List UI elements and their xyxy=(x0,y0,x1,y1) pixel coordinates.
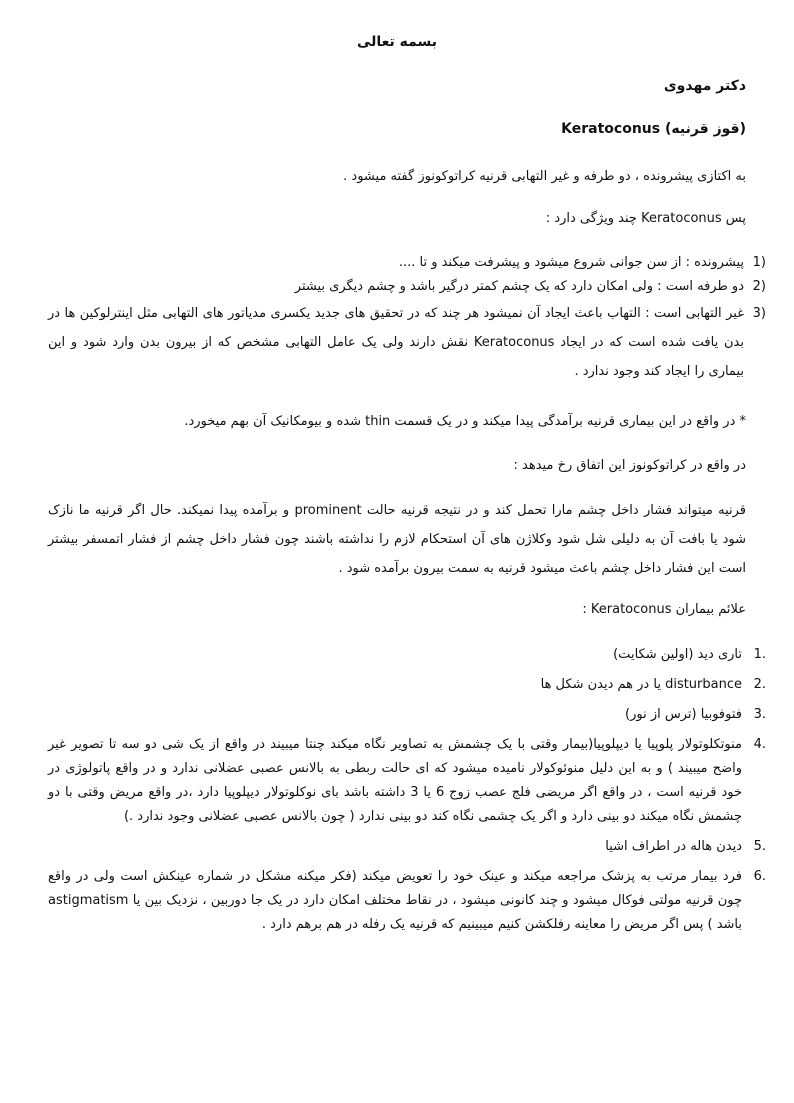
symptom-text: فتوفوبیا (ترس از نور) xyxy=(625,707,742,722)
symptom-text: دیدن هاله در اطراف اشیا xyxy=(605,839,742,854)
symptom-item xyxy=(48,733,766,829)
topic-heading: Keratoconus (قوز قرنیه) xyxy=(561,121,746,137)
page-header-title: بسمه تعالی xyxy=(356,34,438,50)
feature-text: پیشرونده : از سن جوانی شروع میشود و پیشرفت میکند و تا .... xyxy=(398,255,744,270)
symptom-item xyxy=(48,865,766,937)
symptom-number: 2. xyxy=(753,677,766,692)
symptoms-lead: علائم بیماران Keratoconus : xyxy=(582,602,746,617)
feature-item xyxy=(48,251,766,275)
symptom-item xyxy=(48,703,766,727)
symptom-text: disturbance یا در هم دیدن شکل ها xyxy=(540,677,742,692)
symptom-item xyxy=(48,643,766,667)
feature-number: 1) xyxy=(752,255,766,270)
happens-lead: در واقع در کراتوکونوز این اتفاق رخ میدهد : xyxy=(513,458,746,473)
symptom-number: 6. xyxy=(753,869,766,884)
features-list xyxy=(48,251,766,386)
symptom-text: تاری دید (اولین شکایت) xyxy=(613,647,742,662)
symptom-number: 1. xyxy=(753,647,766,662)
symptom-item xyxy=(48,673,766,697)
symptom-number: 5. xyxy=(753,839,766,854)
symptom-text: فرد بیمار مرتب به پزشک مراجعه میکند و عینک خود را تعویض میکند (فکر میکنه مشکل در شماره عینکش است ولی در واقع چون قرنیه مولتی فوکال میشود و چند کانونی میشود ، در نقاط مختلف امکان دارد در یک جا دوربین ، نزدیک بین یا astigmatism باشد ) پس اگر مریض را معاینه رفلکشن کنیم میبینیم که قرنیه یک رفله در هم برهم دارد . xyxy=(48,869,742,932)
intro-paragraph: به اکتازی پیشرونده ، دو طرفه و غیر التهابی قرنیه کراتوکونوز گفته میشود . xyxy=(343,169,746,184)
symptom-text: منوتکلوتولار پلوپیا یا دیپلوپیا(بیمار وقتی با یک چشمش به تصاویر نگاه میکند چنتا میبیند در واقع از یک شی دو سه تا تصویر غیر واضح میبیند ) و به این دلیل منوئوکولار نامیده میشود که ای حالت ربطی به بالانس عصبی عضلانی ندارد و در واقع پاتولوژی در خود قرنیه است ، در واقع اگر مریضی فلج عصب زوج 6 یا 3 داشته باشد بای نوکلوتولار دیپلوپیا دارد ،در واقع مریض وقتی با دو چشمش نگاه میکند دو بینی دارد و اگر یک چشمی نگاه کند دو بینی ندارد ( چون بالانس عصبی عضلانی وجود ندارد .) xyxy=(48,737,743,824)
features-lead: پس Keratoconus چند ویژگی دارد : xyxy=(545,211,746,226)
author-name: دکتر مهدوی xyxy=(663,78,746,94)
feature-number: 2) xyxy=(752,279,766,294)
symptoms-list xyxy=(48,643,766,937)
symptom-item xyxy=(48,835,766,859)
feature-item xyxy=(48,275,766,299)
explanation-paragraph: قرنیه میتواند فشار داخل چشم مارا تحمل کند و در نتیجه قرنیه حالت prominent و برآمده پیدا نمیکند. حال اگر قرنیه ما نازک شود یا بافت آن به دلیلی شل شود وکلاژن های آن استحکام لازم را نداشته باشند چون فشار داخل چشم از فشار اتمسفر بیشتر است این فشار داخل چشم باعث میشود قرنیه به سمت بیرون برآمده شود . xyxy=(48,503,746,576)
feature-text: غیر التهابی است : التهاب باعث ایجاد آن نمیشود هر چند که در تحقیق های جدید یکسری مدیاتور های التهابی مثل اینترلوکین ها در بدن یافت شده است که در ایجاد Keratoconus نقش دارند ولی یک عامل التهابی مشخص که از بیرون بدن وارد شود و این بیماری را ایجاد کند وجود ندارد . xyxy=(48,306,744,379)
feature-item xyxy=(48,299,766,386)
symptom-number: 3. xyxy=(753,707,766,722)
note-paragraph: * در واقع در این بیماری قرنیه برآمدگی پیدا میکند و در یک قسمت thin شده و بیومکانیک آن بهم میخورد. xyxy=(184,414,746,429)
feature-number: 3) xyxy=(752,306,766,321)
symptom-number: 4. xyxy=(753,737,766,752)
feature-text: دو طرفه است : ولی امکان دارد که یک چشم کمتر درگیر باشد و چشم دیگری بیشتر xyxy=(294,279,744,294)
